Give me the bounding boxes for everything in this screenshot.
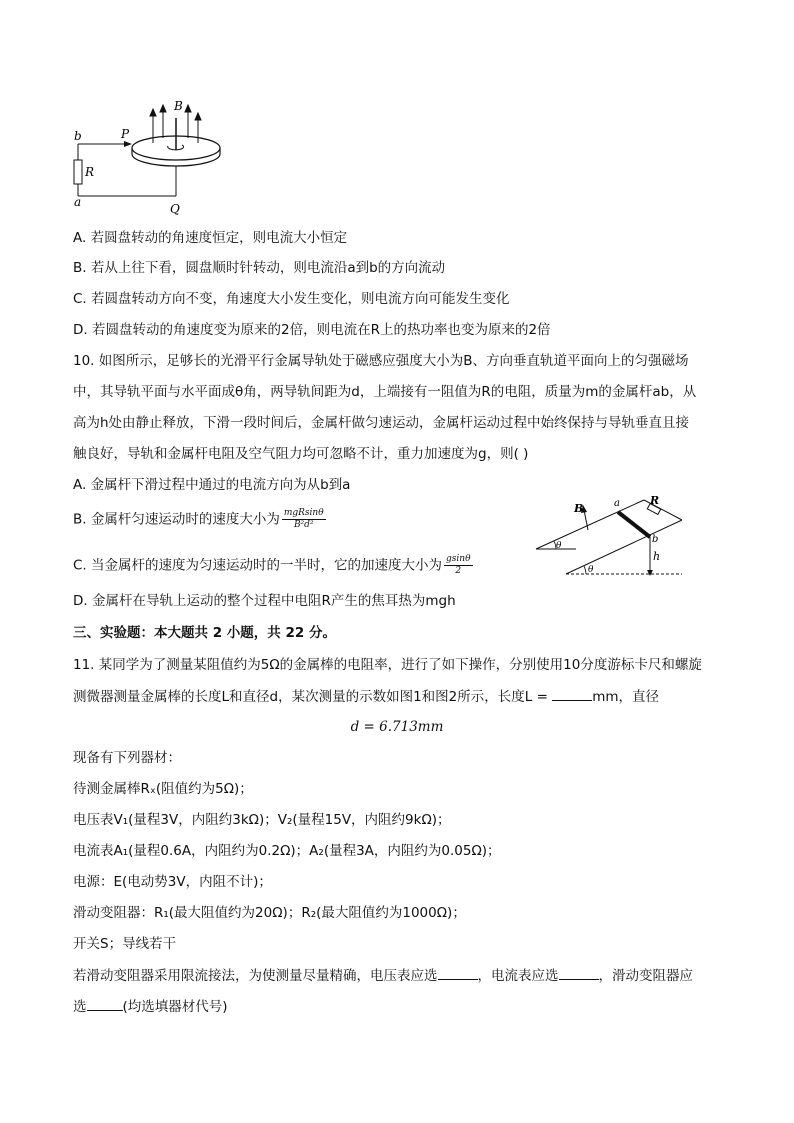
fig2-label-theta-lower: θ	[588, 565, 594, 575]
fig2-label-a: a	[614, 498, 620, 509]
q11-stem-line2-pre: 测微器测量金属棒的长度L和直径d，某次测量的示数如图1和图2所示，长度L =	[73, 689, 553, 705]
fig2-label-h: h	[653, 550, 661, 563]
answer-blank-voltmeter[interactable]	[438, 965, 478, 980]
q10-option-c-numerator: gsinθ	[446, 554, 471, 564]
q10-option-c-denominator: 2	[455, 566, 462, 576]
q9-option-c: C. 若圆盘转动方向不变，角速度大小发生变化，则电流方向可能发生变化	[73, 291, 510, 307]
fig2-label-R: R	[650, 494, 660, 507]
q11-stem-line2	[73, 686, 659, 707]
q11-question-text-d: 选	[73, 999, 87, 1015]
q10-option-b-numerator: mgRsinθ	[283, 508, 324, 518]
q9-option-d: D. 若圆盘转动的角速度变为原来的2倍，则电流在R上的热功率也变为原来的2倍	[73, 322, 551, 338]
fig1-label-Q: Q	[170, 202, 180, 216]
q10-option-c	[73, 554, 473, 577]
fig1-label-a: a	[74, 195, 82, 209]
q11-question-text-e: (均选填器材代号)	[122, 999, 228, 1015]
q9-option-a: A. 若圆盘转动的角速度恒定，则电流大小恒定	[73, 230, 348, 246]
q11-equipment-title: 现备有下列器材：	[73, 750, 181, 766]
q10-option-c-fraction	[444, 554, 472, 577]
q10-option-d: D. 金属杆在导轨上运动的整个过程中电阻R产生的焦耳热为mgh	[73, 593, 456, 609]
fig2-label-B: B	[574, 502, 584, 515]
q10-stem-line1: 10. 如图所示，足够长的光滑平行金属导轨处于磁感应强度大小为B、方向垂直轨道平面向上的匀强磁场	[73, 353, 689, 369]
fig2-label-theta-upper: θ	[556, 541, 562, 551]
q10-option-b	[73, 508, 326, 531]
q11-question-line2	[73, 996, 228, 1017]
q11-equipment-item: 电源：E(电动势3V，内阻不计)；	[73, 874, 272, 890]
answer-blank-rheostat[interactable]	[87, 996, 123, 1011]
figure-disc-generator	[66, 98, 236, 218]
q11-equipment-item: 电压表V₁(量程3V，内阻约3kΩ)；V₂(量程15V，内阻约9kΩ)；	[73, 812, 451, 828]
q10-stem-line3: 高为h处由静止释放，下滑一段时间后，金属杆做匀速运动，金属杆运动过程中始终保持与导轨垂直且接	[73, 415, 690, 431]
q10-option-b-text: B. 金属杆匀速运动时的速度大小为	[73, 511, 280, 528]
fig2-label-b: b	[652, 534, 659, 545]
q10-option-b-fraction	[282, 508, 326, 531]
q11-equipment-item: 滑动变阻器：R₁(最大阻值约为20Ω)；R₂(最大阻值约为1000Ω)；	[73, 905, 466, 921]
q11-equipment-item: 开关S；导线若干	[73, 936, 177, 952]
q11-question-text-b: ，电流表应选	[477, 968, 559, 984]
q11-stem-line2-post: mm，直径	[592, 689, 659, 705]
q10-stem-line2: 中，其导轨平面与水平面成θ角，两导轨间距为d，上端接有一阻值为R的电阻，质量为m的金属杆ab，从	[73, 384, 697, 400]
q10-option-a: A. 金属杆下滑过程中通过的电流方向为从b到a	[73, 477, 351, 493]
q9-option-b: B. 若从上往下看，圆盘顺时针转动，则电流沿a到b的方向流动	[73, 260, 446, 276]
q11-question-line1	[73, 965, 693, 986]
figure-incline-rails	[532, 492, 692, 578]
q11-equipment-item: 待测金属棒Rₓ(阻值约为5Ω)；	[73, 781, 253, 797]
q10-option-b-denominator: B²d²	[293, 520, 314, 530]
answer-blank-length[interactable]	[552, 686, 592, 701]
answer-blank-ammeter[interactable]	[559, 965, 599, 980]
q11-stem-line1: 11. 某同学为了测量某阻值约为5Ω的金属棒的电阻率，进行了如下操作，分别使用10分度游标卡尺和螺旋	[73, 657, 702, 673]
q10-stem-line4: 触良好，导轨和金属杆电阻及空气阻力均可忽略不计，重力加速度为g，则( )	[73, 446, 529, 462]
fig1-label-P: P	[121, 127, 130, 141]
q11-diameter-equation: d = 6.713mm	[350, 719, 444, 735]
q11-question-text-c: ，滑动变阻器应	[598, 968, 693, 984]
fig1-label-B: B	[174, 99, 183, 113]
fig1-label-b: b	[74, 129, 82, 143]
section-3-heading: 三、实验题：本大题共 2 小题，共 22 分。	[73, 625, 336, 641]
q11-equipment-item: 电流表A₁(量程0.6A，内阻约为0.2Ω)；A₂(量程3A，内阻约为0.05Ω)；	[73, 843, 501, 859]
q11-question-text-a: 若滑动变阻器采用限流接法，为使测量尽量精确，电压表应选	[73, 968, 438, 984]
q10-option-c-text: C. 当金属杆的速度为匀速运动时的一半时，它的加速度大小为	[73, 557, 443, 574]
fig1-label-R: R	[85, 165, 95, 179]
